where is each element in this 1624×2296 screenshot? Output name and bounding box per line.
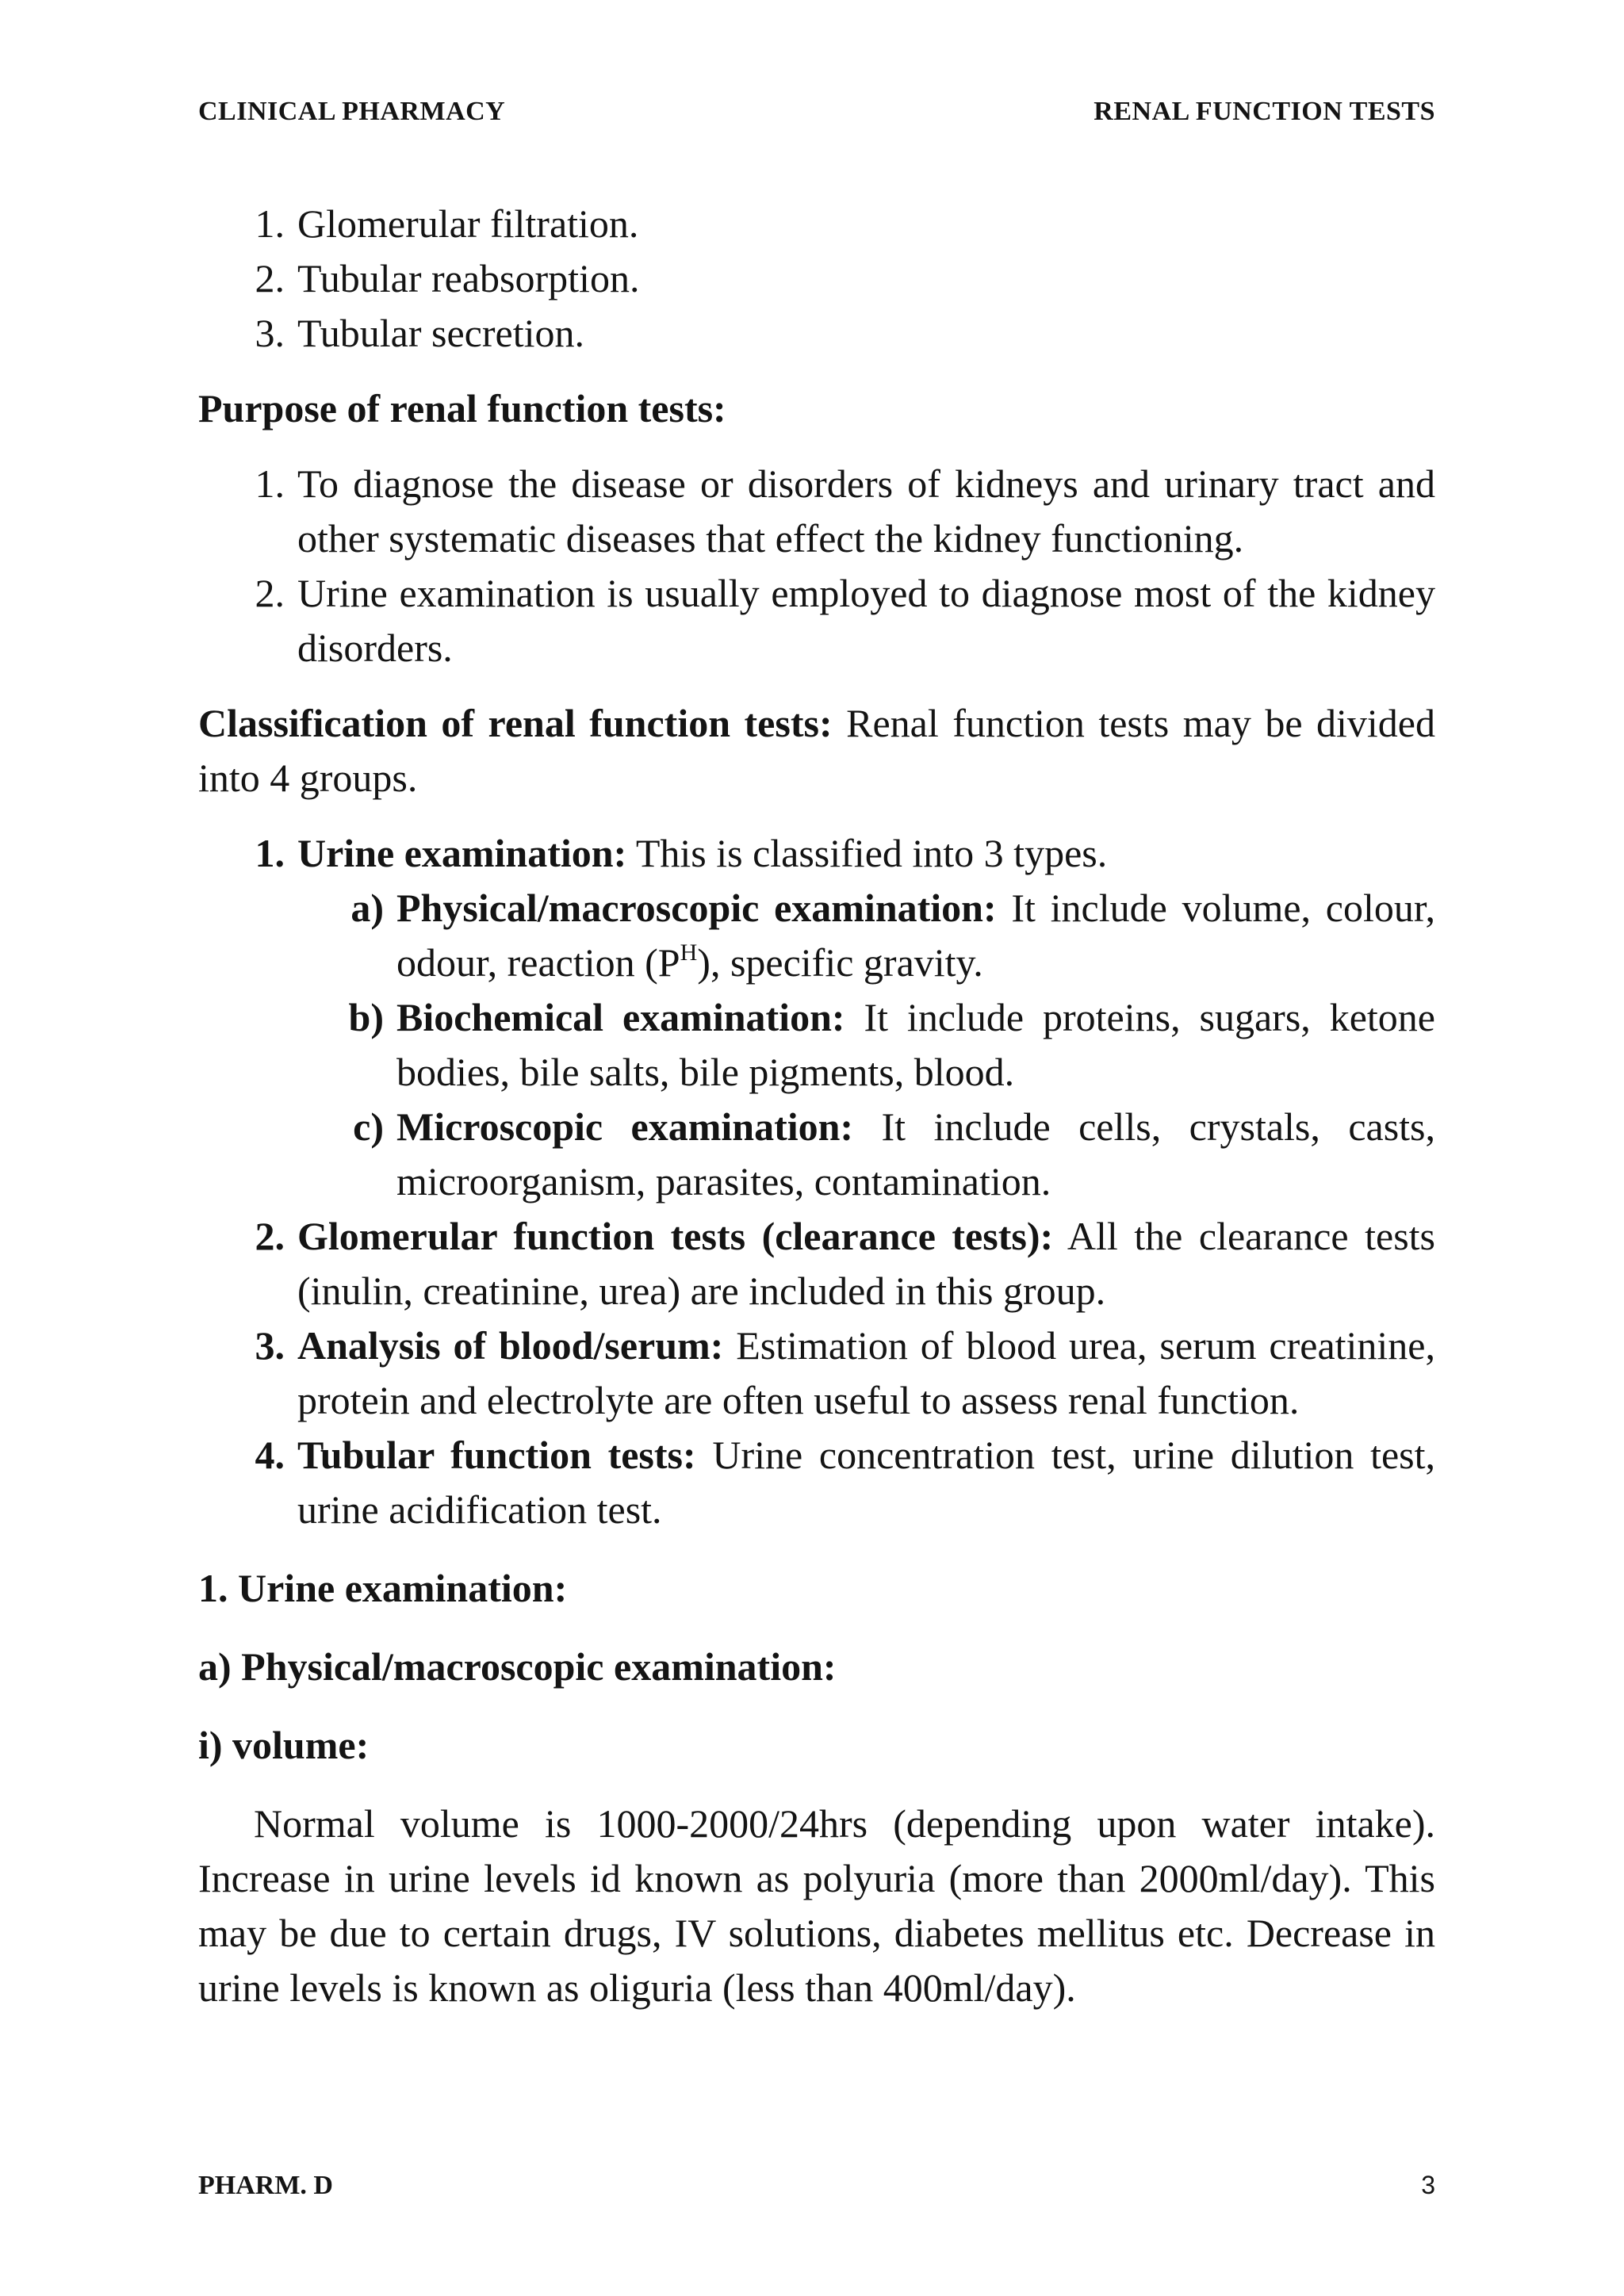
subsection-heading: a) Physical/macroscopic examination: [198,1644,837,1689]
page-content [198,197,1435,2015]
list-item: c) Microscopic examination: It include cells, crystals, casts, microorganism, parasites, contamination. [353,1104,1436,1203]
classification-list [198,826,1435,1537]
subsubsection-heading: i) volume: [198,1723,370,1767]
list-item: 4. Tubular function tests: Urine concentration test, urine dilution test, urine acidification test. [255,1433,1436,1532]
page-number: 3 [1421,2171,1435,2199]
list-item: b) Biochemical examination: It include proteins, sugars, ketone bodies, bile salts, bile pigments, blood. [348,995,1435,1094]
list-item: a) Physical/macroscopic examination: It include volume, colour, odour, reaction $(P^H)$, specific gravity. [350,886,1436,985]
list-item: 2. Glomerular function tests (clearance tests): All the clearance tests (inulin, creatinine, urea) are included in this group. [255,1214,1435,1313]
running-header-right: RENAL FUNCTION TESTS [1094,97,1435,126]
running-header-left: CLINICAL PHARMACY [198,97,506,126]
process-list [198,197,1435,361]
list-item: 3. Analysis of blood/serum: Estimation of blood urea, serum creatinine, protein and electrolyte are often useful to assess renal function. [255,1323,1436,1422]
classification-paragraph: Classification of renal function tests: Renal function tests may be divided into 4 groups. [198,701,1435,800]
list-item: 3. Tubular secretion. [255,311,584,355]
section-heading: 1. Urine examination: [198,1566,568,1610]
list-item: 1. Glomerular filtration. [255,201,639,246]
list-item: 2. Tubular reabsorption. [255,256,640,300]
purpose-heading: Purpose of renal function tests: [198,386,726,430]
list-item: 1. To diagnose the disease or disorders of kidneys and urinary tract and other systematic diseases that effect the kidney functioning. [255,461,1435,561]
list-item: 1. Urine examination: This is classified into 3 types. [255,831,1108,875]
footer-left: PHARM. D [198,2171,333,2200]
volume-paragraph: Normal volume is 1000-2000/24hrs (depending upon water intake). Increase in urine levels id known as polyuria (more than 2000ml/day). This may be due to certain drugs, IV solutions, diabetes mellitus etc. Decrease in urine levels is known as oliguria (less than 400ml/day). [198,1801,1435,2010]
purpose-list [198,457,1435,675]
list-item: 2. Urine examination is usually employed to diagnose most of the kidney disorders. [255,571,1435,670]
